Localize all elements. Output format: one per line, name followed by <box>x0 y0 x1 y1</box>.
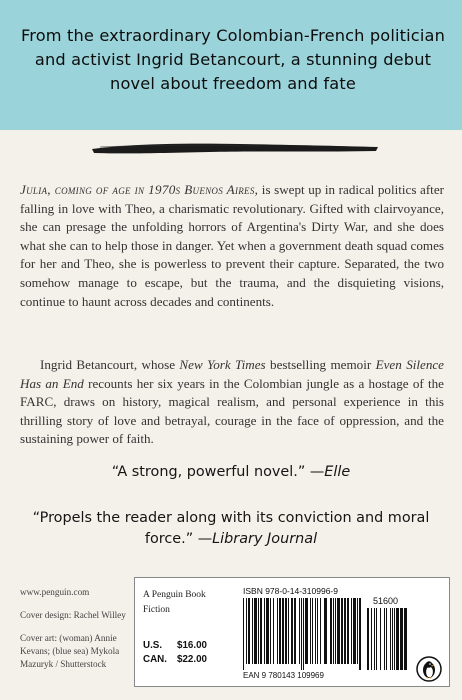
review-quote-1-text: “A strong, powerful novel.” — <box>111 464 325 480</box>
barcode-box <box>134 577 450 687</box>
publisher-imprint <box>143 588 213 618</box>
publisher-url: www.penguin.com <box>20 587 90 597</box>
description-p2-text-a: Ingrid Betancourt, whose <box>40 357 180 372</box>
price-us-label: U.S. <box>143 640 163 651</box>
description-paragraph-2 <box>20 356 444 449</box>
review-quote-2-source: Library Journal <box>212 531 318 547</box>
addon-barcode <box>367 608 409 670</box>
description-lead-in: Julia, coming of age in 1970s Buenos Aires, <box>20 182 259 197</box>
imprint-line-1: A Penguin Book <box>143 590 206 600</box>
brush-stroke-divider <box>90 138 380 158</box>
price-can-row <box>143 654 207 665</box>
review-quote-2 <box>20 508 442 550</box>
description-p2-text-c: recounts her six years in the Colombian jungle as a hostage of the FARC, draws on history, magical realism, and personal experience in this thrilling story of love and betrayal, courage in the face of oppression, and the sustaining power of faith. <box>20 375 444 447</box>
price-us-value: $16.00 <box>177 640 207 651</box>
price-us-row <box>143 640 207 651</box>
review-quote-2-text: “Propels the reader along with its conviction and moral force.” — <box>32 510 430 547</box>
cover-art-credit: Cover art: (woman) Annie Kevans; (blue sea) Mykola Mazuryk / Shutterstock <box>20 633 120 669</box>
description-p1-text: is swept up in radical politics after falling in love with Theo, a charismatic revolutionary. Gifted with clairvoyance, she can presage the unfolding horrors of Argentina's Dirty War, and she does what she can to help those in danger. Yet when a government death squad comes for her and Theo, she is powerless to prevent their capture. Separated, the two somehow manage to escape, but the trauma, and the disquieting visions, continue to haunt across decades and continents. <box>20 182 444 309</box>
price-can-label: CAN. <box>143 654 167 665</box>
headline: From the extraordinary Colombian-French politician and activist Ingrid Betancourt, a stunning debut novel about freedom and fate <box>21 26 445 93</box>
description-p2-italic-memoir: Even Silence Has an End <box>20 357 444 391</box>
description-p2-text-b: bestselling memoir <box>265 357 376 372</box>
description-paragraph-1 <box>20 181 444 311</box>
imprint-line-2: Fiction <box>143 605 170 615</box>
isbn-text: ISBN 978-0-14-310996-9 <box>243 586 338 596</box>
ean-barcode <box>243 598 361 670</box>
description-p2-italic-nyt: New York Times <box>179 357 266 372</box>
review-quote-1 <box>20 462 442 483</box>
penguin-logo-icon <box>416 656 442 682</box>
cover-design-credit: Cover design: Rachel Willey <box>20 610 126 620</box>
ean-text: EAN 9 780143 109969 <box>243 671 324 680</box>
addon-code: 51600 <box>373 596 399 606</box>
review-quote-1-source: Elle <box>324 464 351 480</box>
price-can-value: $22.00 <box>177 654 207 665</box>
